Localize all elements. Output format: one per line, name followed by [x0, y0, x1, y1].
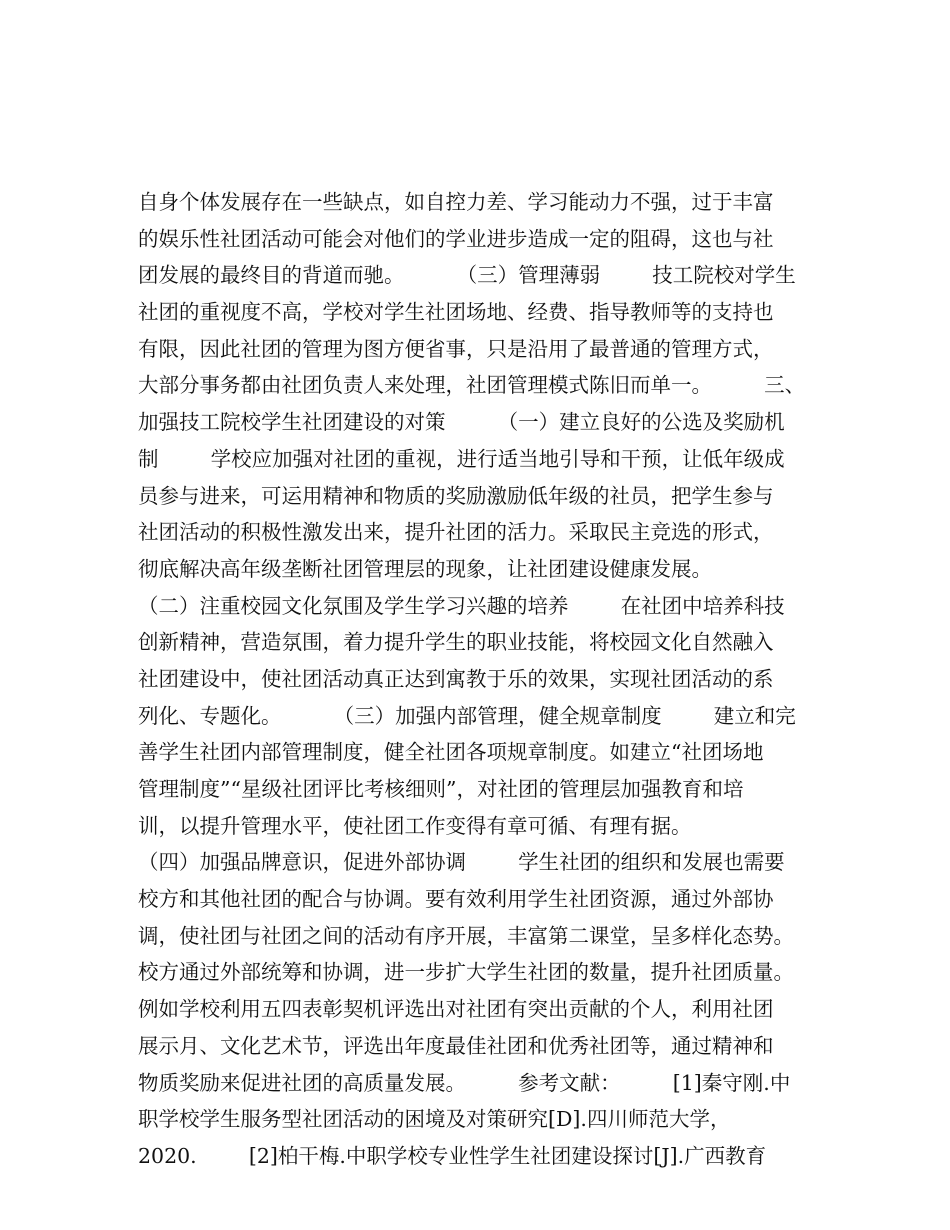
text-line: 制 学校应加强对社团的重视，进行适当地引导和干预，让低年级成 — [138, 446, 785, 471]
text-line: （二）注重校园文化氛围及学生学习兴趣的培养 在社团中培养科技 — [138, 593, 785, 618]
text-line: 物质奖励来促进社团的高质量发展。 参考文献： [1]秦守刚.中 — [138, 1070, 791, 1095]
text-line: 校方和其他社团的配合与协调。要有效利用学生社团资源，通过外部协 — [138, 887, 774, 912]
text-line: 员参与进来，可运用精神和物质的奖励激励低年级的社员，把学生参与 — [138, 483, 774, 508]
text-line: 调，使社团与社团之间的活动有序开展，丰富第二课堂，呈多样化态势。 — [138, 923, 794, 948]
text-line: 管理制度”“星级社团评比考核细则”，对社团的管理层加强教育和培 — [138, 777, 744, 801]
text-line: 社团的重视度不高，学校对学生社团场地、经费、指导教师等的支持也 — [138, 300, 774, 325]
text-line: 职学校学生服务型社团活动的困境及对策研究[D].四川师范大学， — [138, 1107, 731, 1132]
text-line: 列化、专题化。 （三）加强内部管理，健全规章制度 建立和完 — [138, 703, 796, 728]
text-line: 社团活动的积极性激发出来，提升社团的活力。采取民主竞选的形式， — [138, 520, 774, 545]
text-line: 有限，因此社团的管理为图方便省事，只是沿用了最普通的管理方式， — [138, 336, 774, 361]
text-line: 展示月、文化艺术节，评选出年度最佳社团和优秀社团等，通过精神和 — [138, 1033, 774, 1058]
text-line: 彻底解决高年级垄断社团管理层的现象，让社团建设健康发展。 — [138, 556, 712, 581]
text-line: 的娱乐性社团活动可能会对他们的学业进步造成一定的阻碍，这也与社 — [138, 226, 774, 251]
text-line: 社团建设中，使社团活动真正达到寓教于乐的效果，实现社团活动的系 — [138, 666, 774, 691]
text-line: 团发展的最终目的背道而驰。 （三）管理薄弱 技工院校对学生 — [138, 263, 796, 288]
text-line: 2020. [2]柏干梅.中职学校专业性学生社团建设探讨[J].广西教育 — [138, 1143, 767, 1168]
text-line: 加强技工院校学生社团建设的对策 （一）建立良好的公选及奖励机 — [138, 410, 785, 435]
body-text — [138, 184, 828, 1175]
text-line: 训，以提升管理水平，使社团工作变得有章可循、有理有据。 — [138, 813, 692, 838]
text-line: 校方通过外部统筹和协调，进一步扩大学生社团的数量，提升社团质量。 — [138, 960, 794, 985]
text-line: 创新精神，营造氛围，着力提升学生的职业技能，将校园文化自然融入 — [138, 630, 774, 655]
text-line: 自身个体发展存在一些缺点，如自控力差、学习能动力不强，过于丰富 — [138, 190, 774, 214]
text-line: 善学生社团内部管理制度，健全社团各项规章制度。如建立“社团场地 — [138, 740, 764, 765]
text-line: 大部分事务都由社团负责人来处理，社团管理模式陈旧而单一。 三、 — [138, 373, 806, 398]
text-line: （四）加强品牌意识，促进外部协调 学生社团的组织和发展也需要 — [138, 850, 785, 875]
text-line: 例如学校利用五四表彰契机评选出对社团有突出贡献的个人，利用社团 — [138, 997, 774, 1022]
